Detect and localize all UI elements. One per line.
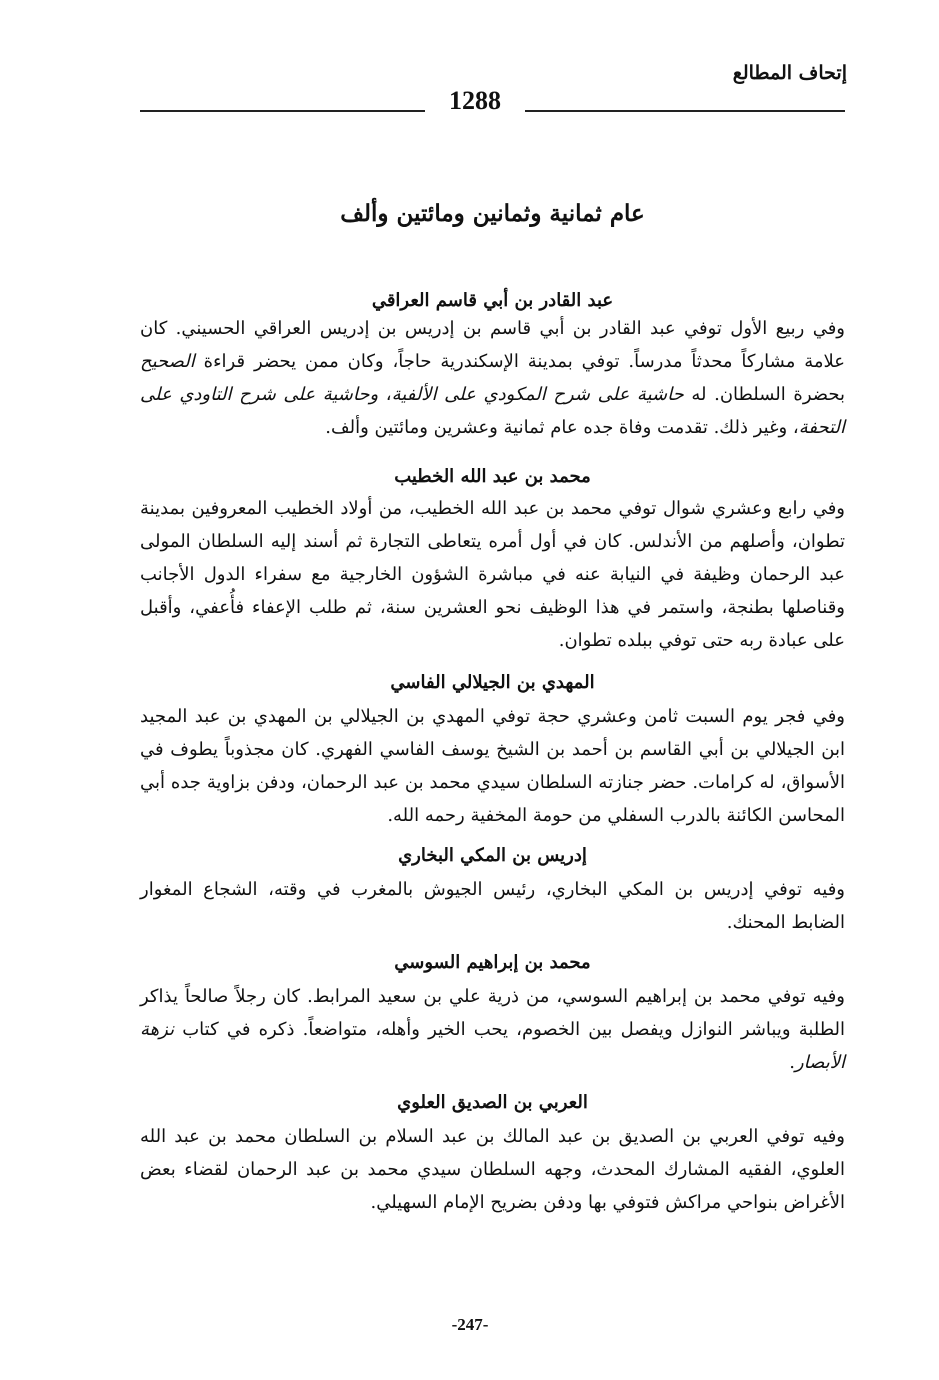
year-number: 1288 xyxy=(449,86,501,115)
page-number: -247- xyxy=(451,1315,489,1334)
entry-text: . xyxy=(789,1052,795,1073)
entry-name: العربي بن الصديق العلوي xyxy=(397,1092,588,1113)
entry-name: محمد بن عبد الله الخطيب xyxy=(394,466,591,487)
running-title: إتحاف المطالع xyxy=(732,62,847,84)
entry-text: ، xyxy=(378,384,392,405)
book-title: وحاشية على شرح التاودي على التحفة xyxy=(140,384,845,438)
section-heading: عام ثمانية وثمانين ومائتين وألف xyxy=(340,200,645,227)
book-title: الصحيح xyxy=(140,351,195,372)
header-rule-left xyxy=(140,110,425,112)
entry-name: عبد القادر بن أبي قاسم العراقي xyxy=(371,290,614,311)
book-title: نزهة الأبصار xyxy=(140,1019,845,1073)
entry-body: وفي فجر يوم السبت ثامن وعشري حجة توفي المهدي بن الجيلالي بن المهدي بن عبد المجيد ابن الجيلالي بن أبي القاسم بن أحمد بن الشيخ يوسف الفاسي الفهري. كان مجذوباً يطوف في الأسواق، له كرامات. حضر جنازته السلطان سيدي محمد بن عبد الرحمان، ودفن بزاوية جده أبي المحاسن الكائنة بالدرب السفلي من حومة المخفية رحمه الله. xyxy=(140,706,845,826)
entry-name: محمد بن إبراهيم السوسي xyxy=(394,952,591,973)
entry-body: وفيه توفي إدريس بن المكي البخاري، رئيس الجيوش بالمغرب في وقته، الشجاع المغوار الضابط المحنك. xyxy=(140,879,845,933)
entry-text: ، وغير ذلك. تقدمت وفاة جده عام ثمانية وعشرين ومائتين وألف. xyxy=(325,417,799,438)
header-rule-right xyxy=(525,110,845,112)
entry-text: وفيه توفي محمد بن إبراهيم السوسي، من ذرية علي بن سعيد المرابط. كان رجلاً صالحاً يذاكر الطلبة ويباشر النوازل ويفصل بين الخصوم، يحب الخير وأهله، متواضعاً. ذكره في كتاب xyxy=(140,986,845,1040)
entry-body: وفيه توفي العربي بن الصديق بن عبد المالك بن عبد السلام بن السلطان محمد بن عبد الله العلوي، الفقيه المشارك المحدث، وجهه السلطان سيدي محمد بن عبد الرحمان لقضاء بعض الأغراض بنواحي مراكش فتوفي بها ودفن بضريح الإمام السهيلي. xyxy=(140,1126,845,1213)
entry-body xyxy=(140,312,845,444)
entry-name: إدريس بن المكي البخاري xyxy=(398,845,587,866)
book-title: حاشية على شرح المكودي على الألفية xyxy=(391,384,684,405)
entry-body: وفي رابع وعشري شوال توفي محمد بن عبد الله الخطيب، من أولاد الخطيب المعروفين بمدينة تطوان، وأصلهم من الأندلس. كان في أول أمره يتعاطى التجارة ثم أسند إليه السلطان المولى عبد الرحمان وظيفة في النيابة عنه في مباشرة الشؤون الخارجية مع سفراء الدول الأجانب وقناصلها بطنجة، واستمر في هذا الوظيف نحو العشرين سنة، ثم طلب الإعفاء فأُعفي، وأقبل على عبادة ربه حتى توفي ببلده تطوان. xyxy=(140,498,845,651)
entry-text: وفي ربيع الأول توفي عبد القادر بن أبي قاسم بن إدريس بن إدريس العراقي الحسيني. كان علامة مشاركاً محدثاً مدرساً. توفي بمدينة الإسكندرية حاجاً، وكان ممن يحضر قراءة xyxy=(140,318,845,372)
entry-name: المهدي بن الجيلالي الفاسي xyxy=(390,672,595,693)
entry-text: بحضرة السلطان. له xyxy=(683,384,846,405)
entry-body xyxy=(140,980,845,1079)
